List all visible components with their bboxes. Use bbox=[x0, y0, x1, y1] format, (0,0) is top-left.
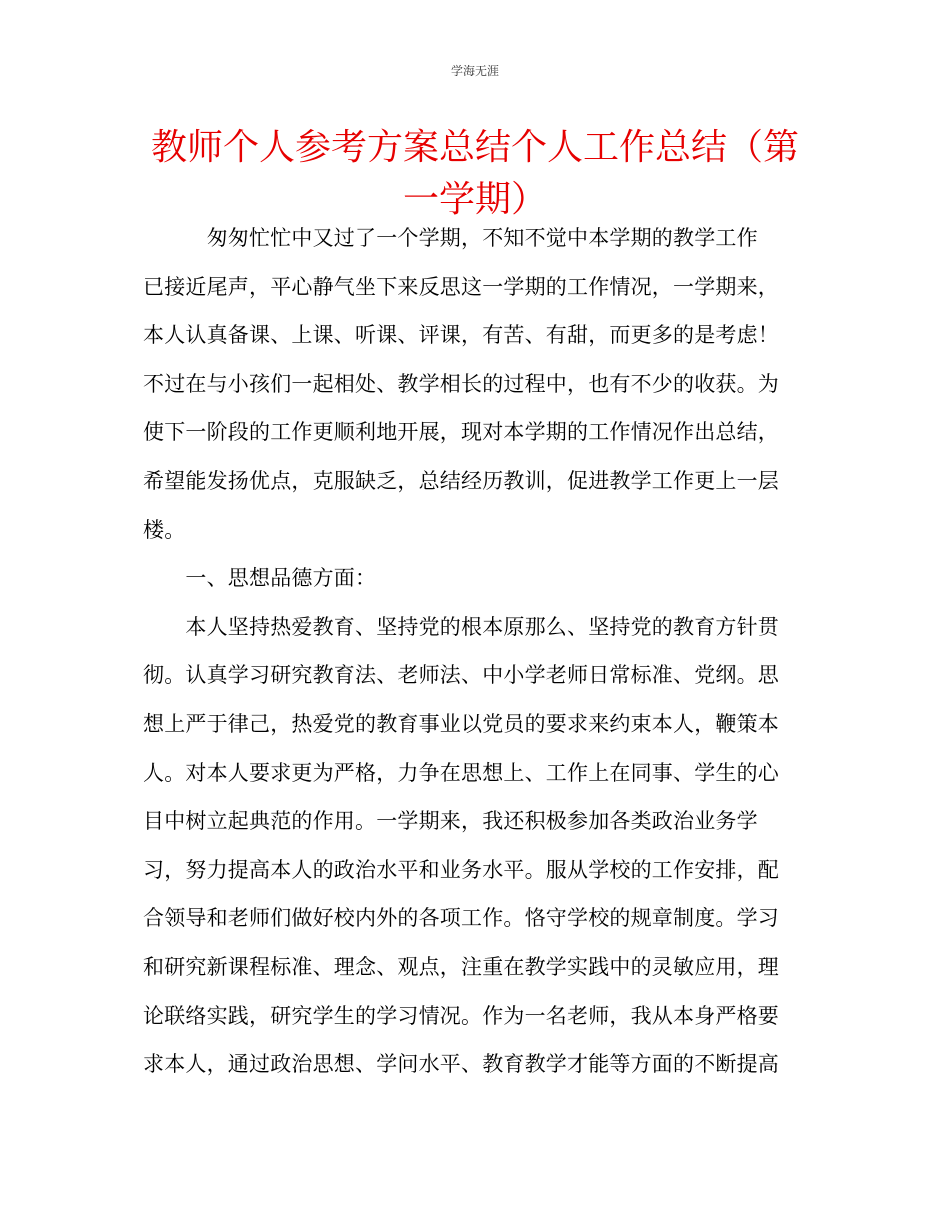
body-line: 使下一阶段的工作更顺利地开展，现对本学期的工作情况作出总结， bbox=[143, 420, 779, 445]
body-line: 求本人，通过政治思想、学问水平、教育教学才能等方面的不断提高 bbox=[143, 1052, 779, 1077]
body-line: 论联络实践，研究学生的学习情况。作为一名老师，我从本身严格要 bbox=[143, 1003, 779, 1028]
title-line-2: 一学期） bbox=[402, 179, 547, 220]
body-line: 楼。 bbox=[143, 517, 186, 542]
body-line: 目中树立起典范的作用。一学期来，我还积极参加各类政治业务学 bbox=[143, 809, 758, 834]
body-line: 和研究新课程标准、理念、观点，注重在教学实践中的灵敏应用，理 bbox=[143, 954, 779, 979]
body-line: 合领导和老师们做好校内外的各项工作。恪守学校的规章制度。学习 bbox=[143, 906, 779, 931]
body-line: 已接近尾声，平心静气坐下来反思这一学期的工作情况，一学期来， bbox=[143, 274, 779, 299]
body-line: 希望能发扬优点，克服缺乏，总结经历教训，促进教学工作更上一层 bbox=[143, 468, 779, 493]
title-line-1: 教师个人参考方案总结个人工作总结（第 bbox=[150, 127, 799, 168]
body-line: 想上严于律己，热爱党的教育事业以党员的要求来约束本人，鞭策本 bbox=[143, 711, 779, 736]
body-line: 彻。认真学习研究教育法、老师法、中小学老师日常标准、党纲。思 bbox=[143, 663, 779, 688]
body-line: 本人认真备课、上课、听课、评课，有苦、有甜，而更多的是考虑！ bbox=[143, 323, 779, 348]
body-line: 匆匆忙忙中又过了一个学期，不知不觉中本学期的教学工作 bbox=[143, 226, 758, 250]
document-body bbox=[143, 214, 803, 1089]
body-line: 一、思想品德方面： bbox=[143, 566, 377, 591]
body-line: 不过在与小孩们一起相处、教学相长的过程中，也有不少的收获。为 bbox=[143, 371, 779, 396]
body-line: 习，努力提高本人的政治水平和业务水平。服从学校的工作安排，配 bbox=[143, 857, 779, 882]
document-title bbox=[140, 122, 810, 226]
body-line: 人。对本人要求更为严格，力争在思想上、工作上在同事、学生的心 bbox=[143, 760, 779, 785]
body-line: 本人坚持热爱教育、坚持党的根本原那么、坚持党的教育方针贯 bbox=[143, 614, 779, 639]
page-header: 学海无涯 bbox=[450, 64, 499, 78]
